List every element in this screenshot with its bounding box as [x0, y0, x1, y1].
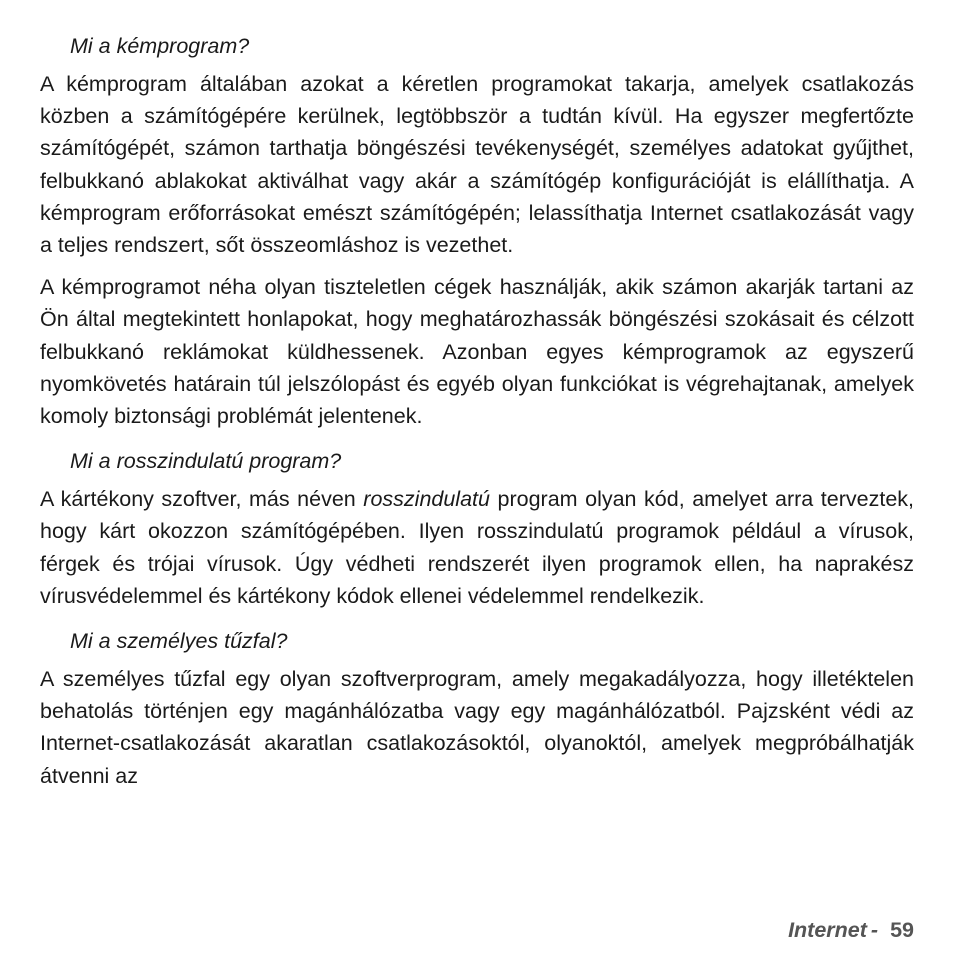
malware-text-rest: program olyan kód, amelyet arra terveztek, hogy kárt okozzon számítógépében. Ilyen rosszindulatú programok például a vírusok, férgek és trójai vírusok. Úgy védheti rendszerét ilyen programok ellen, ha naprakész vírusvédelemmel és kártékony kódok ellenei védelemmel rendelkezik.	[40, 487, 914, 608]
section-heading-spyware: Mi a kémprogram?	[70, 34, 250, 58]
paragraph-malware-definition	[40, 483, 914, 612]
malware-text-start: A kártékony szoftver, más néven	[40, 487, 364, 512]
paragraph-spyware-definition: A kémprogram általában azokat a kéretlen programokat takarja, amelyek csatlakozás közben a számítógépére kerülnek, legtöbbször a tudtán kívül. Ha egyszer megfertőzte számítógépét, számon tarthatja böngészési tevékenységét, személyes adatokat gyűjthet, felbukkanó ablakokat aktiválhat vagy akár a számítógép konfigurációját is elállíthatja. A kémprogram erőforrásokat emészt számítógépén; lelassíthatja Internet csatlakozását vagy a teljes rendszert, sőt összeomláshoz is vezethet.	[40, 72, 914, 258]
paragraph-spyware-usage: A kémprogramot néha olyan tiszteletlen cégek használják, akik számon akarják tartani az Ön által megtekintett honlapokat, hogy meghatározhassák böngészési szokásait és célzott felbukkanó reklámokat küldhessenek. Azonban egyes kémprogramok az egyszerű nyomkövetés határain túl jelszólopást és egyéb olyan funkciókat is végrehajtanak, amelyek komoly biztonsági problémát jelentenek.	[40, 275, 914, 429]
page-footer	[788, 914, 914, 946]
document-page	[40, 30, 914, 802]
page-number: 59	[890, 918, 914, 942]
section-heading-firewall: Mi a személyes tűzfal?	[70, 629, 288, 654]
paragraph-firewall-definition: A személyes tűzfal egy olyan szoftverprogram, amely megakadályozza, hogy illetéktelen behatolás történjen egy magánhálózatba vagy egy magánhálózatból. Pajzsként védi az Internet-csatlakozását akaratlan csatlakozásoktól, olyanoktól, amelyek megpróbálhatják átvenni az	[40, 667, 914, 788]
malware-term-emphasis: rosszindulatú	[363, 487, 490, 512]
footer-section-name: Internet	[788, 918, 867, 942]
section-heading-malware: Mi a rosszindulatú program?	[70, 449, 342, 474]
footer-separator: -	[870, 918, 879, 942]
